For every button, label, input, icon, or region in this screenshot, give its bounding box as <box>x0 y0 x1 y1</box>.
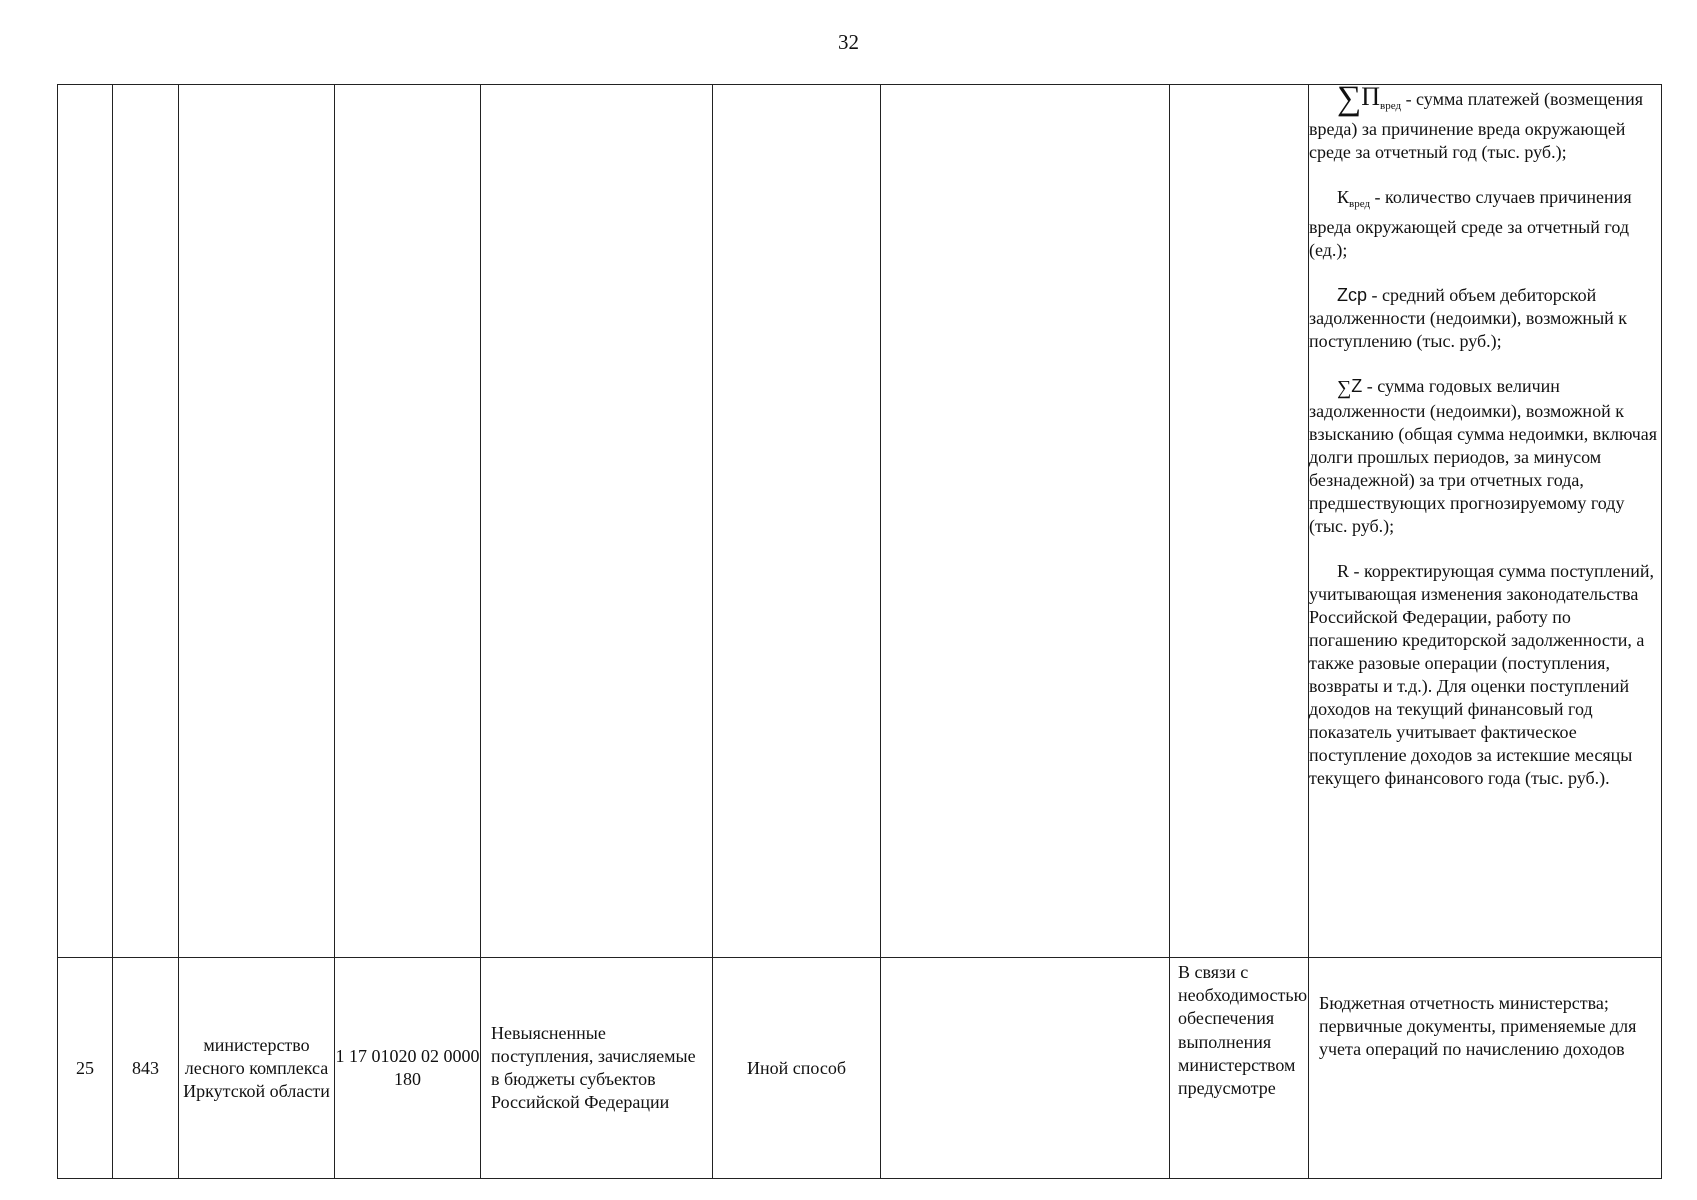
variable-letter: Zср <box>1337 285 1368 305</box>
cell-formula <box>881 85 1170 958</box>
variable-subscript: вред <box>1349 198 1371 210</box>
variable-description: - количество случаев причинения вреда окружающей среде за отчетный год (ед.); <box>1309 187 1632 260</box>
variable-letter: R <box>1337 561 1350 581</box>
cell-source: Бюджетная отчетность министерства; первичные документы, применяемые для учета операций по начислению доходов <box>1309 958 1662 1179</box>
cell-reason: В связи с необходимостью обеспечения выполнения министерством предусмотре <box>1170 958 1309 1179</box>
variable-avg-debt <box>1309 284 1661 353</box>
cell-admin-code <box>113 85 179 958</box>
variable-description: - средний объем дебиторской задолженности (недоимки), возможный к поступлению (тыс. руб.); <box>1309 285 1628 351</box>
table-row-continuation <box>58 85 1662 958</box>
variable-letter: К <box>1337 187 1350 207</box>
variable-letter: П <box>1361 84 1381 111</box>
variable-letter: Z <box>1351 376 1363 396</box>
income-forecast-table <box>57 84 1662 1179</box>
method-description-cell <box>1309 85 1662 958</box>
variable-sum-debt <box>1309 375 1661 538</box>
cell-method <box>713 85 881 958</box>
cell-reason <box>1170 85 1309 958</box>
variable-description: - сумма платежей (возмещения вреда) за причинение вреда окружающей среде за отчетный год (тыс. руб.); <box>1309 89 1644 162</box>
cell-income-name: Невыясненные поступления, зачисляемые в бюджеты субъектов Российской Федерации <box>481 958 713 1179</box>
variable-correction <box>1309 560 1661 790</box>
cell-formula <box>881 958 1170 1179</box>
sum-symbol: ∑ <box>1337 377 1352 399</box>
cell-kbk <box>335 85 481 958</box>
sum-symbol: ∑ <box>1337 84 1362 117</box>
variable-description: - сумма годовых величин задолженности (недоимки), возможной к взысканию (общая сумма недоимки, включая долги прошлых периодов, за минусом безнадежной) за три отчетных года, предшествующих прогнозируемому году (тыс. руб.); <box>1309 376 1658 536</box>
cell-administrator: министерство лесного комплекса Иркутской области <box>179 958 335 1179</box>
cell-admin-code: 843 <box>113 958 179 1179</box>
page-number: 32 <box>838 30 859 54</box>
variable-sum-payments <box>1309 85 1661 164</box>
table-row <box>58 958 1662 1179</box>
variable-cases-count <box>1309 186 1661 262</box>
cell-kbk: 1 17 01020 02 0000 180 <box>335 958 481 1179</box>
cell-method: Иной способ <box>713 958 881 1179</box>
variable-subscript: вред <box>1380 100 1402 112</box>
cell-number: 25 <box>58 958 113 1179</box>
cell-income-name <box>481 85 713 958</box>
variable-description: - корректирующая сумма поступлений, учитывающая изменения законодательства Российской Федерации, работу по погашению кредиторской задолженности, а также разовые операции (поступления, возвраты и т.д.). Для оценки поступлений доходов на текущий финансовый год показатель учитывает фактическое поступление доходов за истекшие месяцы текущего финансового года (тыс. руб.). <box>1309 561 1655 788</box>
cell-number <box>58 85 113 958</box>
cell-administrator <box>179 85 335 958</box>
